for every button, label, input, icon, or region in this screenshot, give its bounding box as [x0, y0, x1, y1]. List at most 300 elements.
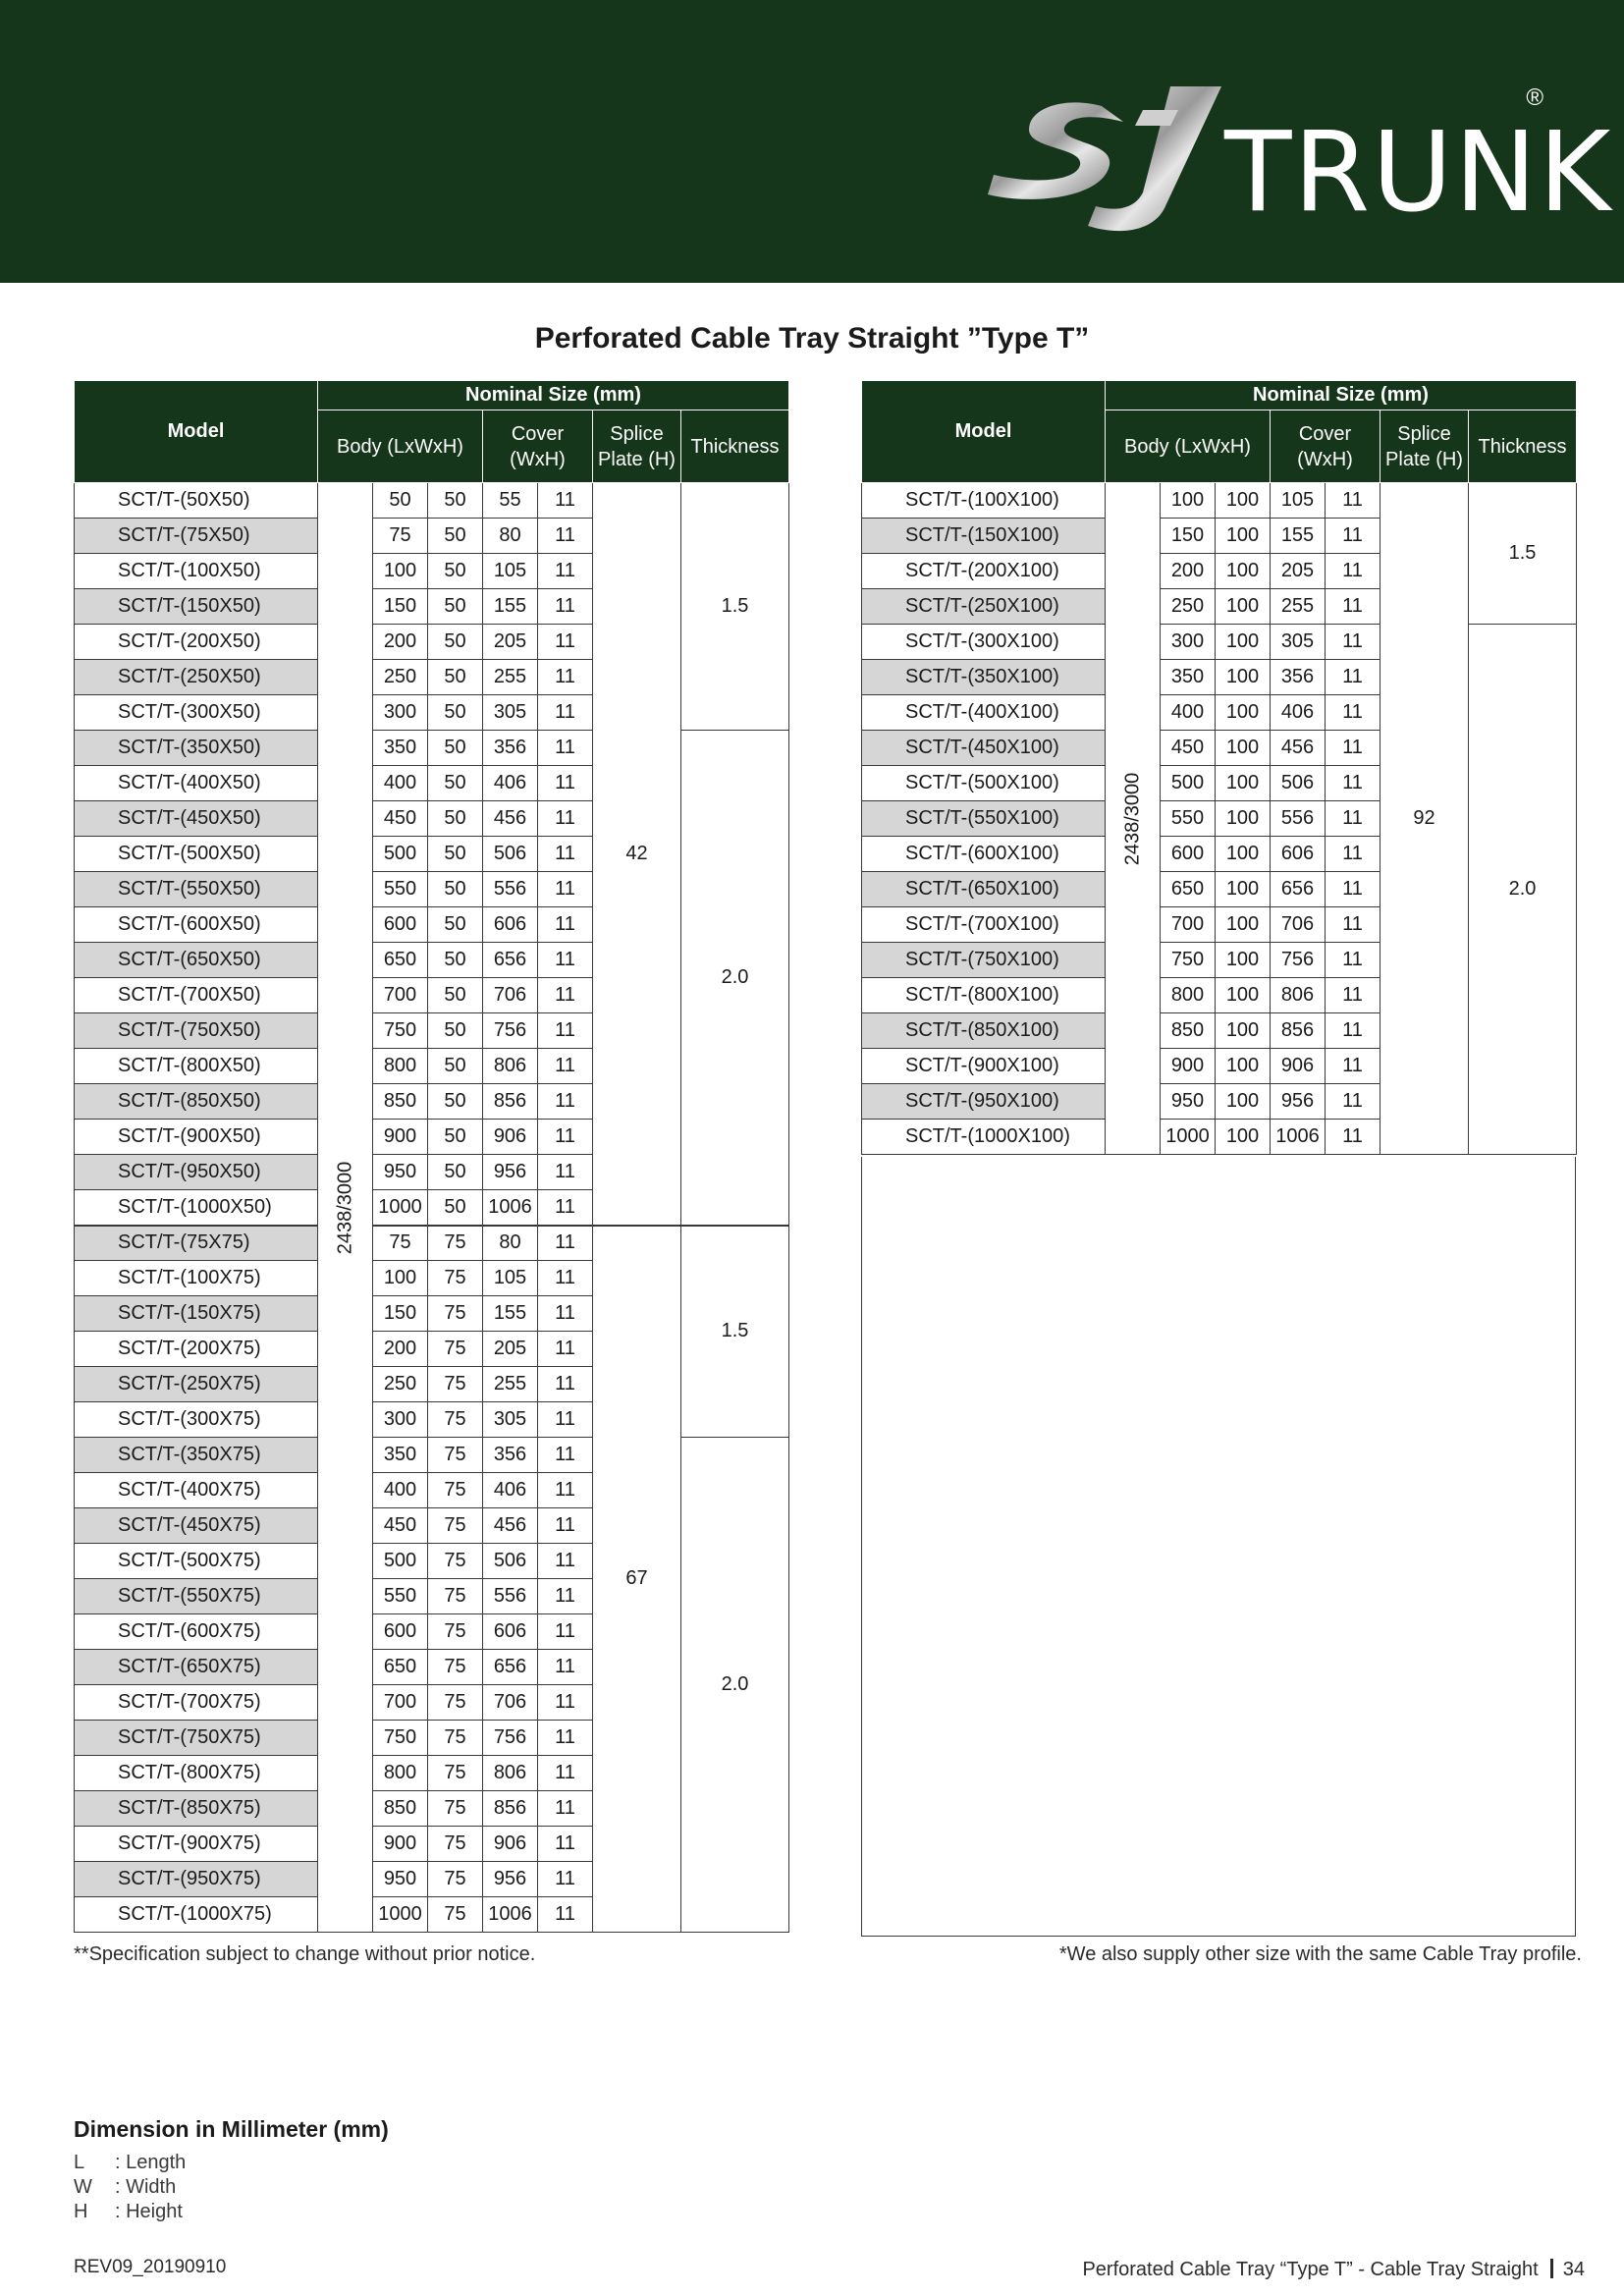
body-height-cell: 50 [428, 1049, 483, 1084]
model-cell: SCT/T-(850X50) [75, 1084, 318, 1120]
cover-height-cell: 11 [538, 943, 593, 978]
body-height-cell: 50 [428, 1155, 483, 1190]
body-width-cell: 350 [1161, 660, 1216, 695]
cover-width-cell: 205 [483, 625, 538, 660]
body-width-cell: 850 [373, 1791, 428, 1827]
model-cell: SCT/T-(650X50) [75, 943, 318, 978]
body-height-cell: 100 [1216, 1013, 1271, 1049]
cover-height-cell: 11 [1326, 1049, 1380, 1084]
cover-width-cell: 305 [483, 695, 538, 731]
model-cell: SCT/T-(150X50) [75, 589, 318, 625]
cover-height-cell: 11 [538, 1332, 593, 1367]
cover-width-cell: 656 [1271, 872, 1326, 907]
cover-height-cell: 11 [1326, 731, 1380, 766]
cover-width-cell: 606 [483, 1614, 538, 1650]
body-width-cell: 300 [1161, 625, 1216, 660]
body-width-cell: 1000 [1161, 1120, 1216, 1155]
body-width-cell: 450 [1161, 731, 1216, 766]
model-cell: SCT/T-(600X100) [862, 837, 1106, 872]
cover-width-cell: 105 [483, 554, 538, 589]
model-cell: SCT/T-(300X100) [862, 625, 1106, 660]
body-width-cell: 350 [373, 731, 428, 766]
body-height-cell: 100 [1216, 801, 1271, 837]
body-height-cell: 100 [1216, 519, 1271, 554]
legend-item: L : Length [74, 2152, 187, 2173]
cover-height-cell: 11 [1326, 554, 1380, 589]
cover-height-cell: 11 [538, 1084, 593, 1120]
body-width-cell: 75 [373, 1226, 428, 1261]
body-height-cell: 75 [428, 1685, 483, 1721]
model-cell: SCT/T-(1000X50) [75, 1190, 318, 1226]
body-height-cell: 75 [428, 1508, 483, 1544]
cover-height-cell: 11 [538, 907, 593, 943]
table-row [75, 1226, 789, 1261]
body-height-cell: 100 [1216, 766, 1271, 801]
dimension-legend-title: Dimension in Millimeter (mm) [74, 2116, 389, 2142]
body-width-cell: 450 [373, 1508, 428, 1544]
body-height-cell: 75 [428, 1721, 483, 1756]
model-cell: SCT/T-(450X50) [75, 801, 318, 837]
table-row [75, 1438, 789, 1473]
model-cell: SCT/T-(200X75) [75, 1332, 318, 1367]
length-label: 2438/3000 [334, 1161, 355, 1254]
cover-height-cell: 11 [538, 1579, 593, 1614]
body-height-cell: 50 [428, 1013, 483, 1049]
body-width-cell: 500 [373, 837, 428, 872]
cover-height-cell: 11 [538, 554, 593, 589]
model-cell: SCT/T-(700X100) [862, 907, 1106, 943]
body-height-cell: 75 [428, 1614, 483, 1650]
body-height-cell: 50 [428, 519, 483, 554]
cover-height-cell: 11 [538, 483, 593, 519]
model-cell: SCT/T-(400X100) [862, 695, 1106, 731]
body-height-cell: 100 [1216, 1084, 1271, 1120]
cover-height-cell: 11 [538, 1508, 593, 1544]
model-cell: SCT/T-(800X75) [75, 1756, 318, 1791]
body-width-cell: 900 [373, 1120, 428, 1155]
body-height-cell: 50 [428, 1084, 483, 1120]
cover-width-cell: 255 [1271, 589, 1326, 625]
cover-height-cell: 11 [1326, 766, 1380, 801]
cover-width-cell: 856 [1271, 1013, 1326, 1049]
model-cell: SCT/T-(800X100) [862, 978, 1106, 1013]
model-cell: SCT/T-(700X50) [75, 978, 318, 1013]
cover-height-cell: 11 [1326, 1120, 1380, 1155]
body-width-cell: 500 [1161, 766, 1216, 801]
body-width-cell: 850 [373, 1084, 428, 1120]
model-cell: SCT/T-(800X50) [75, 1049, 318, 1084]
cover-height-cell: 11 [1326, 872, 1380, 907]
model-cell: SCT/T-(1000X75) [75, 1897, 318, 1933]
cover-width-cell: 255 [483, 660, 538, 695]
body-width-cell: 500 [373, 1544, 428, 1579]
cover-width-cell: 506 [483, 1544, 538, 1579]
cover-width-cell: 906 [483, 1827, 538, 1862]
splice-header: Splice Plate (H) [1380, 410, 1469, 483]
cover-height-cell: 11 [1326, 1013, 1380, 1049]
cover-height-cell: 11 [538, 1685, 593, 1721]
cover-width-cell: 155 [1271, 519, 1326, 554]
cover-width-cell: 1006 [1271, 1120, 1326, 1155]
model-cell: SCT/T-(750X100) [862, 943, 1106, 978]
body-height-cell: 50 [428, 943, 483, 978]
cover-height-cell: 11 [538, 1367, 593, 1402]
body-height-cell: 100 [1216, 660, 1271, 695]
cover-width-cell: 155 [483, 1296, 538, 1332]
model-cell: SCT/T-(250X50) [75, 660, 318, 695]
body-width-cell: 150 [1161, 519, 1216, 554]
page-number: 34 [1562, 2259, 1585, 2280]
body-height-cell: 50 [428, 766, 483, 801]
cover-height-cell: 11 [538, 766, 593, 801]
brand-logo [986, 79, 1613, 237]
model-cell: SCT/T-(450X100) [862, 731, 1106, 766]
body-height-cell: 75 [428, 1332, 483, 1367]
cover-height-cell: 11 [538, 1226, 593, 1261]
legend-item: H : Height [74, 2201, 183, 2222]
body-height-cell: 100 [1216, 872, 1271, 907]
cover-width-cell: 706 [483, 1685, 538, 1721]
cover-height-cell: 11 [538, 1544, 593, 1579]
body-width-cell: 150 [373, 1296, 428, 1332]
model-cell: SCT/T-(300X50) [75, 695, 318, 731]
registered-mark: ® [1526, 84, 1543, 111]
body-height-cell: 75 [428, 1897, 483, 1933]
cover-height-cell: 11 [538, 837, 593, 872]
body-height-cell: 75 [428, 1226, 483, 1261]
cover-height-cell: 11 [1326, 519, 1380, 554]
cover-width-cell: 806 [483, 1756, 538, 1791]
body-height-cell: 100 [1216, 554, 1271, 589]
cover-width-cell: 506 [1271, 766, 1326, 801]
cover-height-cell: 11 [1326, 589, 1380, 625]
body-width-cell: 850 [1161, 1013, 1216, 1049]
cover-height-cell: 11 [538, 625, 593, 660]
cover-width-cell: 356 [483, 1438, 538, 1473]
body-width-cell: 550 [373, 872, 428, 907]
footer-section-title: Perforated Cable Tray “Type T” - Cable Tray Straight [1082, 2259, 1539, 2280]
body-width-cell: 950 [373, 1862, 428, 1897]
model-cell: SCT/T-(100X100) [862, 483, 1106, 519]
cover-width-cell: 806 [1271, 978, 1326, 1013]
model-cell: SCT/T-(1000X100) [862, 1120, 1106, 1155]
cover-width-cell: 205 [1271, 554, 1326, 589]
table-row [862, 483, 1577, 519]
body-width-cell: 250 [1161, 589, 1216, 625]
cover-width-cell: 656 [483, 1650, 538, 1685]
body-height-cell: 100 [1216, 837, 1271, 872]
body-width-cell: 1000 [373, 1190, 428, 1226]
body-header: Body (LxWxH) [318, 410, 483, 483]
body-height-cell: 100 [1216, 625, 1271, 660]
cover-height-cell: 11 [538, 1473, 593, 1508]
body-width-cell: 800 [373, 1756, 428, 1791]
body-width-cell: 250 [373, 660, 428, 695]
model-cell: SCT/T-(150X100) [862, 519, 1106, 554]
body-height-cell: 50 [428, 801, 483, 837]
model-cell: SCT/T-(75X50) [75, 519, 318, 554]
body-width-cell: 600 [373, 1614, 428, 1650]
cover-width-cell: 706 [1271, 907, 1326, 943]
other-size-note: *We also supply other size with the same Cable Tray profile. [1058, 1943, 1582, 1965]
cover-width-cell: 205 [483, 1332, 538, 1367]
model-cell: SCT/T-(850X75) [75, 1791, 318, 1827]
brand-name: TRUNK [1224, 109, 1613, 237]
header-band [0, 0, 1624, 283]
cover-header: Cover (WxH) [483, 410, 593, 483]
body-width-cell: 100 [1161, 483, 1216, 519]
thickness-cell: 1.5 [681, 483, 789, 731]
cover-height-cell: 11 [1326, 625, 1380, 660]
cover-width-cell: 456 [483, 801, 538, 837]
body-height-cell: 50 [428, 554, 483, 589]
body-width-cell: 400 [1161, 695, 1216, 731]
revision-code: REV09_20190910 [74, 2257, 227, 2277]
thickness-cell: 2.0 [681, 731, 789, 1226]
model-cell: SCT/T-(400X50) [75, 766, 318, 801]
sj-logo-mark-icon [986, 79, 1231, 236]
model-cell: SCT/T-(450X75) [75, 1508, 318, 1544]
body-width-cell: 350 [373, 1438, 428, 1473]
cover-height-cell: 11 [538, 1402, 593, 1438]
model-cell: SCT/T-(500X75) [75, 1544, 318, 1579]
body-height-cell: 100 [1216, 695, 1271, 731]
model-cell: SCT/T-(700X75) [75, 1685, 318, 1721]
empty-table-area [861, 1157, 1576, 1937]
body-width-cell: 300 [373, 695, 428, 731]
model-header: Model [75, 381, 318, 483]
body-height-cell: 100 [1216, 589, 1271, 625]
cover-width-cell: 406 [483, 1473, 538, 1508]
body-height-cell: 50 [428, 978, 483, 1013]
body-width-cell: 700 [1161, 907, 1216, 943]
cover-width-cell: 556 [1271, 801, 1326, 837]
dimension-legend [74, 2151, 186, 2224]
cover-width-cell: 956 [1271, 1084, 1326, 1120]
cover-height-cell: 11 [538, 731, 593, 766]
model-cell: SCT/T-(500X100) [862, 766, 1106, 801]
cover-height-cell: 11 [538, 660, 593, 695]
cover-height-cell: 11 [538, 1438, 593, 1473]
body-width-cell: 950 [373, 1155, 428, 1190]
body-height-cell: 100 [1216, 731, 1271, 766]
cover-width-cell: 80 [483, 519, 538, 554]
cover-height-cell: 11 [1326, 943, 1380, 978]
cover-height-cell: 11 [1326, 837, 1380, 872]
cover-width-cell: 856 [483, 1084, 538, 1120]
legend-item: W : Width [74, 2176, 177, 2198]
body-width-cell: 200 [373, 1332, 428, 1367]
splice-header: Splice Plate (H) [593, 410, 681, 483]
body-width-cell: 1000 [373, 1897, 428, 1933]
model-cell: SCT/T-(600X75) [75, 1614, 318, 1650]
body-width-cell: 650 [373, 943, 428, 978]
spec-table-left-body [75, 483, 789, 1933]
cover-width-cell: 305 [1271, 625, 1326, 660]
model-cell: SCT/T-(950X50) [75, 1155, 318, 1190]
cover-height-cell: 11 [538, 519, 593, 554]
cover-width-cell: 656 [483, 943, 538, 978]
body-height-cell: 75 [428, 1261, 483, 1296]
body-height-cell: 75 [428, 1756, 483, 1791]
cover-height-cell: 11 [538, 1013, 593, 1049]
body-height-cell: 75 [428, 1296, 483, 1332]
model-cell: SCT/T-(250X75) [75, 1367, 318, 1402]
body-width-cell: 150 [373, 589, 428, 625]
model-cell: SCT/T-(350X100) [862, 660, 1106, 695]
model-cell: SCT/T-(150X75) [75, 1296, 318, 1332]
body-header: Body (LxWxH) [1106, 410, 1271, 483]
cover-height-cell: 11 [1326, 483, 1380, 519]
cover-height-cell: 11 [538, 1261, 593, 1296]
cover-height-cell: 11 [1326, 660, 1380, 695]
body-height-cell: 75 [428, 1544, 483, 1579]
body-height-cell: 50 [428, 907, 483, 943]
footer-divider [1550, 2259, 1553, 2278]
cover-width-cell: 756 [1271, 943, 1326, 978]
cover-height-cell: 11 [538, 1756, 593, 1791]
body-height-cell: 50 [428, 589, 483, 625]
model-cell: SCT/T-(650X75) [75, 1650, 318, 1685]
model-cell: SCT/T-(750X75) [75, 1721, 318, 1756]
body-width-cell: 50 [373, 483, 428, 519]
splice-plate-cell: 42 [593, 483, 681, 1226]
cover-width-cell: 255 [483, 1367, 538, 1402]
spec-table-right-body [862, 483, 1577, 1155]
body-width-cell: 800 [373, 1049, 428, 1084]
body-height-cell: 75 [428, 1579, 483, 1614]
model-cell: SCT/T-(200X50) [75, 625, 318, 660]
cover-header: Cover (WxH) [1271, 410, 1380, 483]
cover-width-cell: 556 [483, 1579, 538, 1614]
cover-width-cell: 1006 [483, 1190, 538, 1226]
body-height-cell: 100 [1216, 943, 1271, 978]
cover-height-cell: 11 [1326, 978, 1380, 1013]
cover-height-cell: 11 [1326, 1084, 1380, 1120]
cover-height-cell: 11 [538, 1721, 593, 1756]
model-cell: SCT/T-(600X50) [75, 907, 318, 943]
cover-height-cell: 11 [1326, 907, 1380, 943]
nominal-size-header: Nominal Size (mm) [1106, 381, 1577, 410]
cover-width-cell: 756 [483, 1013, 538, 1049]
cover-height-cell: 11 [538, 1791, 593, 1827]
model-cell: SCT/T-(200X100) [862, 554, 1106, 589]
cover-height-cell: 11 [538, 1296, 593, 1332]
table-row [75, 731, 789, 766]
model-header: Model [862, 381, 1106, 483]
body-height-cell: 75 [428, 1650, 483, 1685]
model-cell: SCT/T-(650X100) [862, 872, 1106, 907]
spec-table-left [74, 380, 789, 1933]
model-cell: SCT/T-(950X75) [75, 1862, 318, 1897]
body-width-cell: 200 [1161, 554, 1216, 589]
model-cell: SCT/T-(900X50) [75, 1120, 318, 1155]
body-height-cell: 75 [428, 1827, 483, 1862]
body-height-cell: 50 [428, 660, 483, 695]
cover-width-cell: 55 [483, 483, 538, 519]
cover-width-cell: 506 [483, 837, 538, 872]
body-width-cell: 250 [373, 1367, 428, 1402]
body-width-cell: 100 [373, 554, 428, 589]
body-width-cell: 900 [373, 1827, 428, 1862]
cover-height-cell: 11 [538, 1862, 593, 1897]
thickness-cell: 1.5 [681, 1226, 789, 1438]
cover-height-cell: 11 [538, 978, 593, 1013]
model-cell: SCT/T-(500X50) [75, 837, 318, 872]
length-label: 2438/3000 [1121, 772, 1143, 865]
thickness-cell: 2.0 [1469, 625, 1577, 1155]
body-height-cell: 50 [428, 731, 483, 766]
cover-height-cell: 11 [1326, 695, 1380, 731]
body-height-cell: 50 [428, 872, 483, 907]
cover-height-cell: 11 [538, 1827, 593, 1862]
model-cell: SCT/T-(50X50) [75, 483, 318, 519]
model-cell: SCT/T-(100X50) [75, 554, 318, 589]
body-height-cell: 100 [1216, 1120, 1271, 1155]
cover-width-cell: 906 [1271, 1049, 1326, 1084]
model-cell: SCT/T-(300X75) [75, 1402, 318, 1438]
body-width-cell: 600 [373, 907, 428, 943]
body-width-cell: 700 [373, 1685, 428, 1721]
body-height-cell: 75 [428, 1791, 483, 1827]
body-width-cell: 900 [1161, 1049, 1216, 1084]
page-title: Perforated Cable Tray Straight ”Type T” [534, 322, 1090, 355]
body-height-cell: 50 [428, 695, 483, 731]
cover-height-cell: 11 [538, 1049, 593, 1084]
cover-width-cell: 606 [483, 907, 538, 943]
thickness-header: Thickness [1469, 410, 1577, 483]
cover-height-cell: 11 [538, 1614, 593, 1650]
cover-width-cell: 906 [483, 1120, 538, 1155]
body-height-cell: 75 [428, 1438, 483, 1473]
cover-width-cell: 356 [1271, 660, 1326, 695]
cover-height-cell: 11 [538, 1650, 593, 1685]
model-cell: SCT/T-(100X75) [75, 1261, 318, 1296]
cover-width-cell: 305 [483, 1402, 538, 1438]
body-height-cell: 50 [428, 1190, 483, 1226]
body-width-cell: 450 [373, 801, 428, 837]
model-cell: SCT/T-(550X50) [75, 872, 318, 907]
cover-height-cell: 11 [538, 1897, 593, 1933]
model-cell: SCT/T-(400X75) [75, 1473, 318, 1508]
cover-width-cell: 105 [483, 1261, 538, 1296]
cover-height-cell: 11 [538, 589, 593, 625]
body-width-cell: 600 [1161, 837, 1216, 872]
cover-width-cell: 956 [483, 1862, 538, 1897]
body-height-cell: 100 [1216, 907, 1271, 943]
body-height-cell: 50 [428, 1120, 483, 1155]
cover-width-cell: 706 [483, 978, 538, 1013]
body-width-cell: 75 [373, 519, 428, 554]
body-height-cell: 50 [428, 483, 483, 519]
cover-width-cell: 406 [1271, 695, 1326, 731]
cover-height-cell: 11 [538, 1190, 593, 1226]
body-width-cell: 750 [373, 1013, 428, 1049]
cover-width-cell: 556 [483, 872, 538, 907]
body-width-cell: 650 [1161, 872, 1216, 907]
cover-width-cell: 956 [483, 1155, 538, 1190]
body-width-cell: 400 [373, 766, 428, 801]
body-height-cell: 75 [428, 1402, 483, 1438]
model-cell: SCT/T-(550X75) [75, 1579, 318, 1614]
body-width-cell: 100 [373, 1261, 428, 1296]
body-height-cell: 100 [1216, 978, 1271, 1013]
length-cell [1106, 483, 1161, 1155]
body-width-cell: 550 [373, 1579, 428, 1614]
cover-width-cell: 105 [1271, 483, 1326, 519]
body-height-cell: 50 [428, 837, 483, 872]
cover-height-cell: 11 [538, 695, 593, 731]
